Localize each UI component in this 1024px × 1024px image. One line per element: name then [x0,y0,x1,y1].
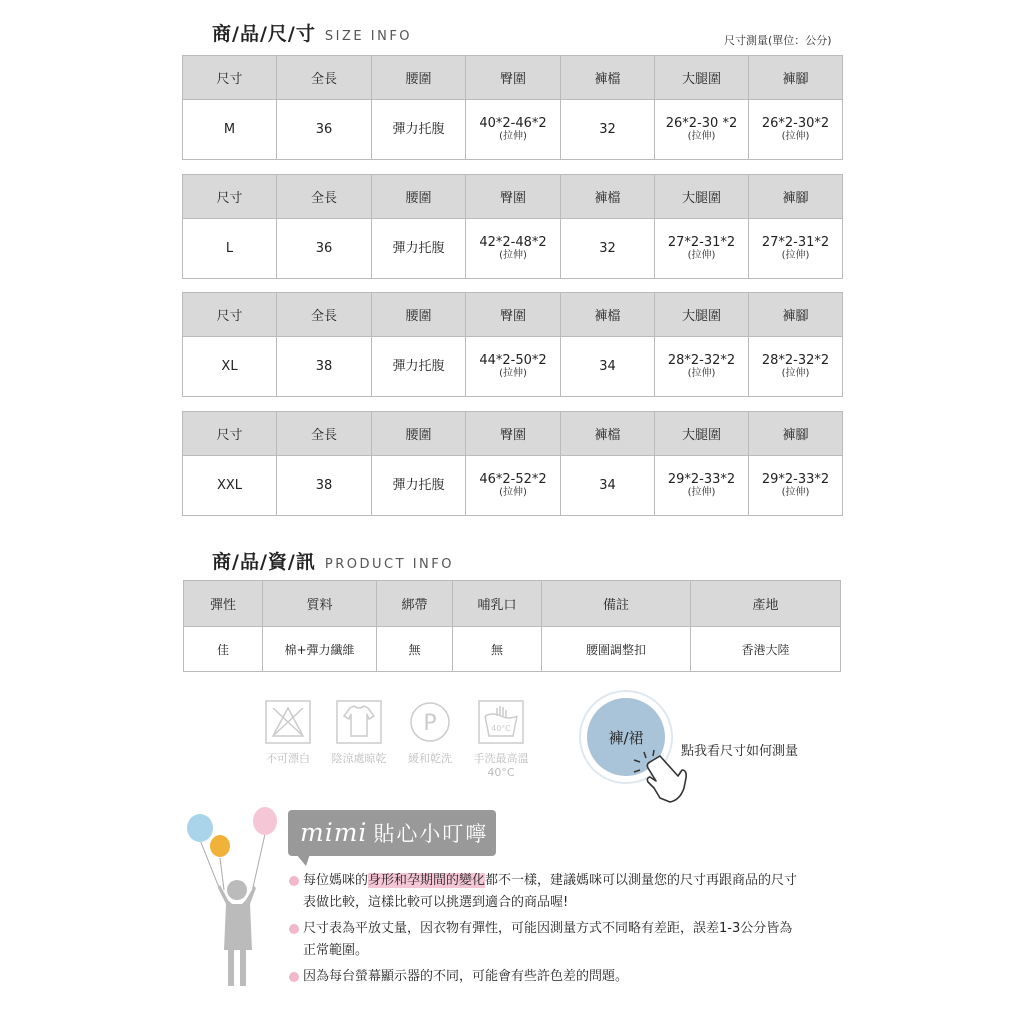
tip-item-1 [303,870,833,914]
size-header-row [183,412,843,456]
header-cell: 臀圍 [466,412,561,456]
measure-circle-label: 褲/裙 [587,698,665,776]
measure-guide-link[interactable]: 點我看尺寸如何測量 [681,744,799,759]
tip-bullet [289,924,299,934]
stretch-note: (拉伸) [499,250,527,261]
size-info-heading [212,19,412,46]
tips-title: 貼心小叮嚀 [373,822,489,846]
cell-value: 29*2-33*2 [761,472,830,487]
value-cell-hem [749,100,843,160]
value-cell-waist [372,219,466,279]
product-info-title: 商/品/資/訊 [212,551,316,573]
cell-value: 32 [599,122,616,137]
header-cell: 大腿圍 [655,412,749,456]
cell-value: 38 [315,359,333,374]
header-cell: 哺乳口 [453,581,542,627]
size-value-row [183,456,843,516]
care-label-temp: 40°C [487,766,515,779]
value-cell-hip [466,219,561,279]
pink-balloon [253,807,277,835]
cell-value: M [223,122,236,137]
value-cell-hip [466,100,561,160]
header-cell: 褲檔 [561,56,655,100]
gentle-dry-clean-icon [407,700,453,744]
value-cell-size [183,100,277,160]
value-cell-crotch [561,456,655,516]
cell-value: 42*2-48*2 [479,235,547,250]
stretch-note: (拉伸) [687,368,716,379]
cell-value: 36 [315,122,333,137]
care-shade-dry [324,700,394,766]
product-info-header-row [184,581,841,627]
cell-value: 44*2-50*2 [479,353,547,368]
cell-value: 34 [599,478,616,493]
tips-heading [300,818,488,848]
header-cell: 備註 [542,581,691,627]
header-cell: 產地 [691,581,841,627]
size-header-row [183,175,843,219]
value-cell-size [183,219,277,279]
value-cell: 腰圍調整扣 [542,627,691,672]
value-cell-hip [466,456,561,516]
value-cell: 佳 [184,627,263,672]
cell-value: XXL [216,478,243,493]
unit-note: 尺寸測量(單位：公分) [724,34,832,47]
size-table-xl [182,292,843,397]
value-cell-length [277,337,372,397]
size-table-l [182,174,843,279]
header-cell: 褲腳 [749,175,843,219]
blue-balloon [187,814,213,842]
value-cell-hem [749,337,843,397]
header-cell: 臀圍 [466,293,561,337]
size-table-xxl [182,411,843,516]
size-info-title: 商/品/尺/寸 [212,23,316,45]
cell-value: 38 [315,478,333,493]
value-cell-waist [372,100,466,160]
tip-item-2 [303,918,833,962]
value-cell-waist [372,337,466,397]
stretch-note: (拉伸) [499,487,527,498]
header-cell: 全長 [277,293,372,337]
header-cell: 腰圍 [372,175,466,219]
header-cell: 全長 [277,175,372,219]
header-cell: 尺寸 [183,412,277,456]
value-cell-hem [749,456,843,516]
value-cell-crotch [561,219,655,279]
value-cell-crotch [561,337,655,397]
header-cell: 褲檔 [561,293,655,337]
product-info-subtitle: PRODUCT INFO [324,557,454,572]
stretch-note: (拉伸) [499,131,527,142]
header-cell: 臀圍 [466,175,561,219]
cell-value: 36 [315,241,333,256]
care-label: 手洗最高溫 [473,752,529,765]
cell-value: 26*2-30 *2 [665,116,738,131]
cell-value: 彈力托腹 [392,122,445,137]
no-bleach-icon [265,700,311,744]
header-cell: 綁帶 [377,581,453,627]
header-cell: 尺寸 [183,293,277,337]
cell-value: XL [221,359,238,374]
girl-with-balloons-illustration [180,800,290,1000]
tip-text: 表做比較，這樣比較可以挑選到適合的商品喔! [303,895,569,910]
stretch-note: (拉伸) [781,131,810,142]
svg-text:P: P [423,711,437,736]
header-cell: 腰圍 [372,56,466,100]
tip-text: 因為每台螢幕顯示器的不同，可能會有些許色差的問題。 [303,969,629,984]
cell-value: 彈力托腹 [392,478,445,493]
header-cell: 大腿圍 [655,293,749,337]
cell-value: 28*2-32*2 [667,353,736,368]
cell-value: 32 [599,241,616,256]
header-cell: 大腿圍 [655,56,749,100]
header-cell: 大腿圍 [655,175,749,219]
care-label: 緩和乾洗 [408,752,452,765]
stretch-note: (拉伸) [687,250,716,261]
cell-value: 27*2-31*2 [667,235,736,250]
value-cell-thigh [655,219,749,279]
header-cell: 腰圍 [372,293,466,337]
header-cell: 褲檔 [561,412,655,456]
care-no-bleach [258,700,318,766]
tip-bullet [289,972,299,982]
size-header-row [183,293,843,337]
stretch-note: (拉伸) [687,131,716,142]
product-info-table [183,580,841,672]
header-cell: 全長 [277,412,372,456]
value-cell: 無 [453,627,542,672]
header-cell: 腰圍 [372,412,466,456]
icon-temp-text: 40°C [491,724,511,733]
value-cell: 無 [377,627,453,672]
tips-bubble-tail [296,854,310,866]
header-cell: 褲腳 [749,412,843,456]
size-value-row [183,100,843,160]
header-cell: 褲檔 [561,175,655,219]
header-cell: 尺寸 [183,56,277,100]
size-header-row [183,56,843,100]
orange-balloon [210,835,230,857]
header-cell: 彈性 [184,581,263,627]
cell-value: 彈力托腹 [392,241,445,256]
product-info-value-row [184,627,841,672]
girl-silhouette [218,880,256,986]
cell-value: 46*2-52*2 [479,472,547,487]
header-cell: 質料 [263,581,377,627]
value-cell-thigh [655,100,749,160]
tip-item-3 [303,966,833,988]
tip-text: 每位媽咪的 [303,873,369,888]
header-cell: 褲腳 [749,293,843,337]
product-info-heading [212,547,454,574]
stretch-note: (拉伸) [499,368,527,379]
size-info-subtitle: SIZE INFO [324,29,413,44]
hand-wash-40-icon [478,700,524,744]
care-hand-wash [466,700,536,779]
care-gentle-dry-clean [400,700,460,766]
value-cell-size [183,337,277,397]
size-table-m [182,55,843,160]
value-cell-thigh [655,337,749,397]
stretch-note: (拉伸) [687,487,716,498]
header-cell: 全長 [277,56,372,100]
cell-value: 28*2-32*2 [761,353,830,368]
cell-value: 29*2-33*2 [667,472,736,487]
tip-text: 正常範圍。 [303,943,369,958]
cell-value: 27*2-31*2 [761,235,830,250]
cell-value: 彈力托腹 [392,359,445,374]
value-cell: 香港大陸 [691,627,841,672]
value-cell-thigh [655,456,749,516]
header-cell: 尺寸 [183,175,277,219]
balloon-string [252,834,265,892]
cell-value: 40*2-46*2 [479,116,547,131]
value-cell-crotch [561,100,655,160]
value-cell-length [277,100,372,160]
cell-value: 26*2-30*2 [761,116,830,131]
balloon-string [220,858,224,890]
value-cell-length [277,219,372,279]
value-cell-hip [466,337,561,397]
tip-highlight: 身形和孕期間的變化 [368,873,486,888]
header-cell: 臀圍 [466,56,561,100]
cell-value: L [225,241,234,256]
stretch-note: (拉伸) [781,250,810,261]
value-cell-length [277,456,372,516]
value-cell-size [183,456,277,516]
tip-text: 尺寸表為平放丈量，因衣物有彈性，可能因測量方式不同略有差距，誤差1-3公分皆為 [303,921,793,936]
care-label: 陰涼處晾乾 [331,752,387,765]
header-cell: 褲腳 [749,56,843,100]
tip-text: 都不一樣，建議媽咪可以測量您的尺寸再跟商品的尺寸 [485,873,798,888]
stretch-note: (拉伸) [781,368,810,379]
value-cell-waist [372,456,466,516]
care-label: 不可漂白 [266,752,310,765]
tip-bullet [289,876,299,886]
value-cell-hem [749,219,843,279]
size-value-row [183,337,843,397]
value-cell: 棉+彈力纖維 [263,627,377,672]
cell-value: 34 [599,359,616,374]
stretch-note: (拉伸) [781,487,810,498]
shade-dry-icon [336,700,382,744]
size-value-row [183,219,843,279]
tips-brand: mimi [300,818,368,847]
